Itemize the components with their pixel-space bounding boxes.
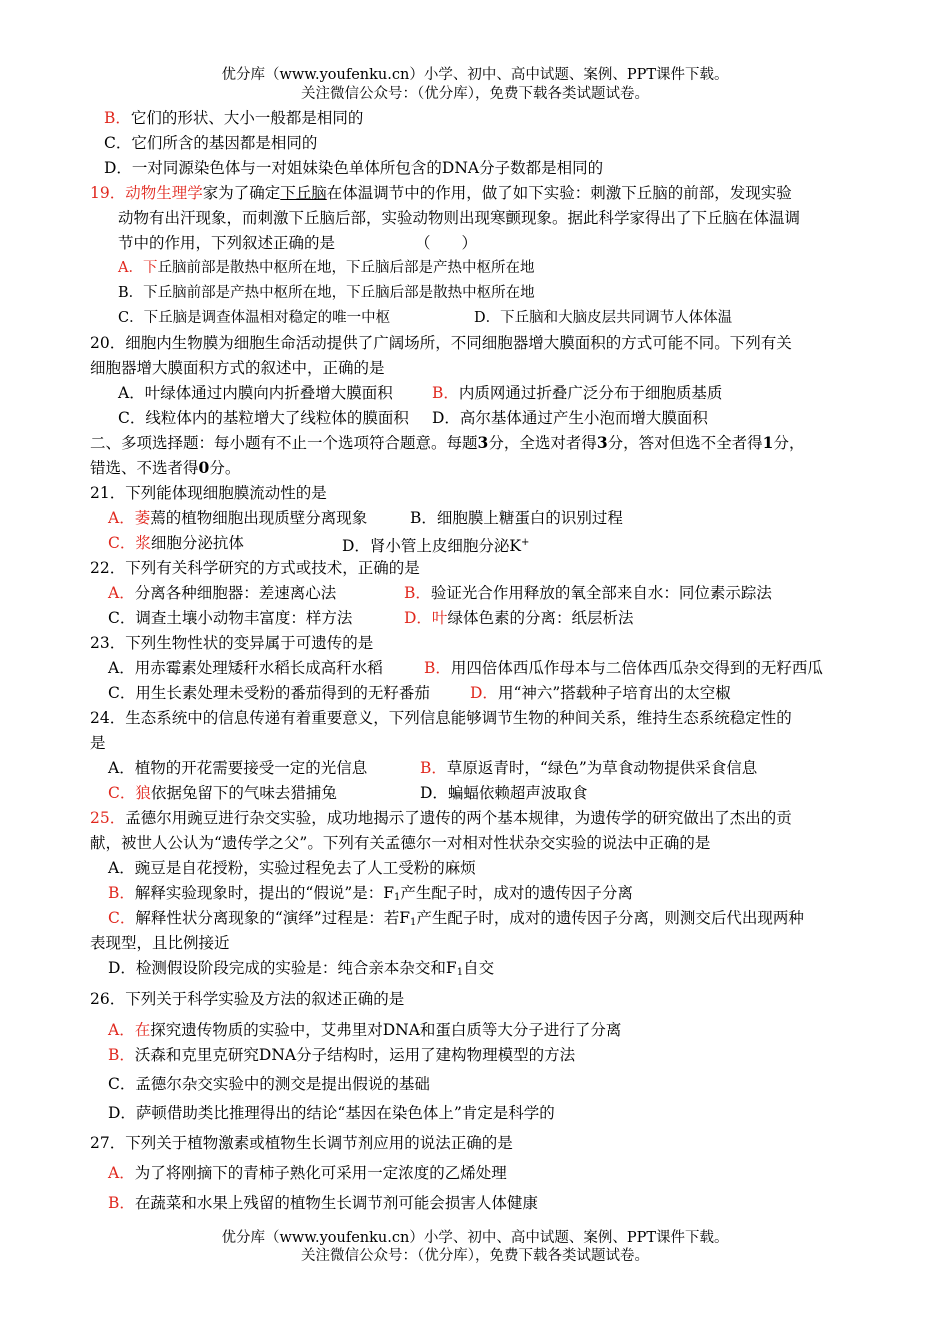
- q19-option-b: B．下丘脑前部是产热中枢所在地，下丘脑后部是散热中枢所在地: [118, 285, 535, 301]
- q22-option-b: B．验证光合作用释放的氧全部来自水：同位素示踪法: [404, 584, 772, 602]
- q23-option-d: D．用“神六”搭载种子培育出的太空椒: [470, 684, 731, 702]
- q25-option-d: D．检测假设阶段完成的实验是：纯合亲本杂交和$F_1$自交: [108, 959, 495, 978]
- q26-option-d: D．萨顿借助类比推理得出的结论“基因在染色体上”肯定是科学的: [108, 1104, 555, 1122]
- q27-option-a: A．为了将刚摘下的青柿子熟化可采用一定浓度的乙烯处理: [108, 1164, 507, 1182]
- header-line-1: 优分库（www.youfenku.cn）小学、初中、高中试题、案例、PPT课件下载。: [221, 67, 729, 83]
- section-2-line-1: 二、多项选择题：每小题有不止一个选项符合题意。每题3分，全选对者得3分，答对但选不全者得1分，: [90, 433, 805, 452]
- q19-stem-line-1: 19．动物生理学家为了确定下丘脑在体温调节中的作用，做了如下实验：刺激下丘脑的前部，发现实验: [90, 184, 792, 202]
- footer-line-1: 优分库（www.youfenku.cn）小学、初中、高中试题、案例、PPT课件下载。: [221, 1230, 729, 1246]
- q25-stem-line-2: 献，被世人公认为“遗传学之父”。下列有关孟德尔一对相对性状杂交实验的说法中正确的是: [90, 834, 711, 852]
- q27-stem: 27．下列关于植物激素或植物生长调节剂应用的说法正确的是: [90, 1134, 513, 1152]
- q21-option-d: D．肾小管上皮细胞分泌K+: [342, 537, 530, 555]
- q20-option-b: B．内质网通过折叠广泛分布于细胞质基质: [432, 384, 723, 402]
- q23-option-c: C．用生长素处理未受粉的番茄得到的无籽番茄: [108, 684, 430, 702]
- footer-line-2: 关注微信公众号：（优分库），免费下载各类试题试卷。: [301, 1248, 649, 1264]
- q22-stem: 22．下列有关科学研究的方式或技术，正确的是: [90, 559, 420, 577]
- q20-option-a: A．叶绿体通过内膜向内折叠增大膜面积: [118, 384, 393, 402]
- q24-option-c: C．狼依据兔留下的气味去猎捕兔: [108, 784, 337, 802]
- q23-stem: 23．下列生物性状的变异属于可遗传的是: [90, 634, 374, 652]
- q21-option-a: A．萎蔫的植物细胞出现质壁分离现象: [108, 509, 368, 527]
- q21-stem: 21．下列能体现细胞膜流动性的是: [90, 484, 327, 502]
- header-line-2: 关注微信公众号：（优分库），免费下载各类试题试卷。: [301, 86, 649, 102]
- q25-option-c-line-2: 表现型，且比例接近: [90, 934, 230, 952]
- q26-option-a: A．在探究遗传物质的实验中，艾弗里对DNA和蛋白质等大分子进行了分离: [108, 1021, 622, 1039]
- q19-stem-line-3: 节中的作用，下列叙述正确的是 （ ）: [118, 234, 478, 252]
- q26-option-b: B．沃森和克里克研究DNA分子结构时，运用了建构物理模型的方法: [108, 1046, 576, 1064]
- q22-option-c: C．调查土壤小动物丰富度：样方法: [108, 609, 353, 627]
- q21-option-c: C．浆细胞分泌抗体: [108, 534, 244, 552]
- q18-option-c: C．它们所含的基因都是相同的: [104, 134, 318, 152]
- q24-option-d: D．蝙蝠依赖超声波取食: [420, 784, 588, 802]
- q19-option-a: A．下丘脑前部是散热中枢所在地，下丘脑后部是产热中枢所在地: [118, 260, 535, 276]
- q19-stem-line-2: 动物有出汗现象，而刺激下丘脑后部，实验动物则出现寒颤现象。据此科学家得出了下丘脑在体温调: [118, 209, 801, 227]
- q24-option-a: A．植物的开花需要接受一定的光信息: [108, 759, 368, 777]
- q24-option-b: B．草原返青时，“绿色”为草食动物提供采食信息: [420, 759, 758, 777]
- q19-option-d: D．下丘脑和大脑皮层共同调节人体体温: [474, 310, 733, 326]
- q20-option-d: D．高尔基体通过产生小泡而增大膜面积: [432, 409, 708, 427]
- q19-option-c: C．下丘脑是调查体温相对稳定的唯一中枢: [118, 310, 391, 326]
- q22-option-d: D．叶绿体色素的分离：纸层析法: [404, 609, 634, 627]
- q24-stem-line-2: 是: [90, 734, 106, 752]
- q24-stem-line-1: 24．生态系统中的信息传递有着重要意义，下列信息能够调节生物的种间关系，维持生态系统稳定性的: [90, 709, 792, 727]
- q21-option-b: B．细胞膜上糖蛋白的识别过程: [410, 509, 623, 527]
- q26-stem: 26．下列关于科学实验及方法的叙述正确的是: [90, 990, 405, 1008]
- q22-option-a: A．分离各种细胞器：差速离心法: [108, 584, 337, 602]
- q25-option-b: B．解释实验现象时，提出的“假说”是：$F_1$产生配子时，成对的遗传因子分离: [108, 884, 633, 903]
- q20-stem-line-2: 细胞器增大膜面积方式的叙述中，正确的是: [90, 359, 385, 377]
- q23-option-a: A．用赤霉素处理矮秆水稻长成高秆水稻: [108, 659, 383, 677]
- q20-stem-line-1: 20．细胞内生物膜为细胞生命活动提供了广阔场所，不同细胞器增大膜面积的方式可能不同。下列有关: [90, 334, 792, 352]
- q25-stem-line-1: 25．孟德尔用豌豆进行杂交实验，成功地揭示了遗传的两个基本规律，为遗传学的研究做出了杰出的贡: [90, 809, 792, 827]
- q27-option-b: B．在蔬菜和水果上残留的植物生长调节剂可能会损害人体健康: [108, 1194, 538, 1212]
- q18-option-b: B．它们的形状、大小一般都是相同的: [104, 109, 364, 127]
- q20-option-c: C．线粒体内的基粒增大了线粒体的膜面积: [118, 409, 409, 427]
- section-2-line-2: 错选、不选者得0分。: [90, 458, 241, 477]
- q26-option-c: C．孟德尔杂交实验中的测交是提出假说的基础: [108, 1075, 430, 1093]
- q18-option-d: D．一对同源染色体与一对姐妹染色单体所包含的DNA分子数都是相同的: [104, 159, 604, 177]
- q25-option-c-line-1: C．解释性状分离现象的“演绎”过程是：若$F_1$产生配子时，成对的遗传因子分离，则测交后代出现两种: [108, 909, 804, 928]
- q25-option-a: A．豌豆是自花授粉，实验过程免去了人工受粉的麻烦: [108, 859, 476, 877]
- q23-option-b: B．用四倍体西瓜作母本与二倍体西瓜杂交得到的无籽西瓜: [424, 659, 823, 677]
